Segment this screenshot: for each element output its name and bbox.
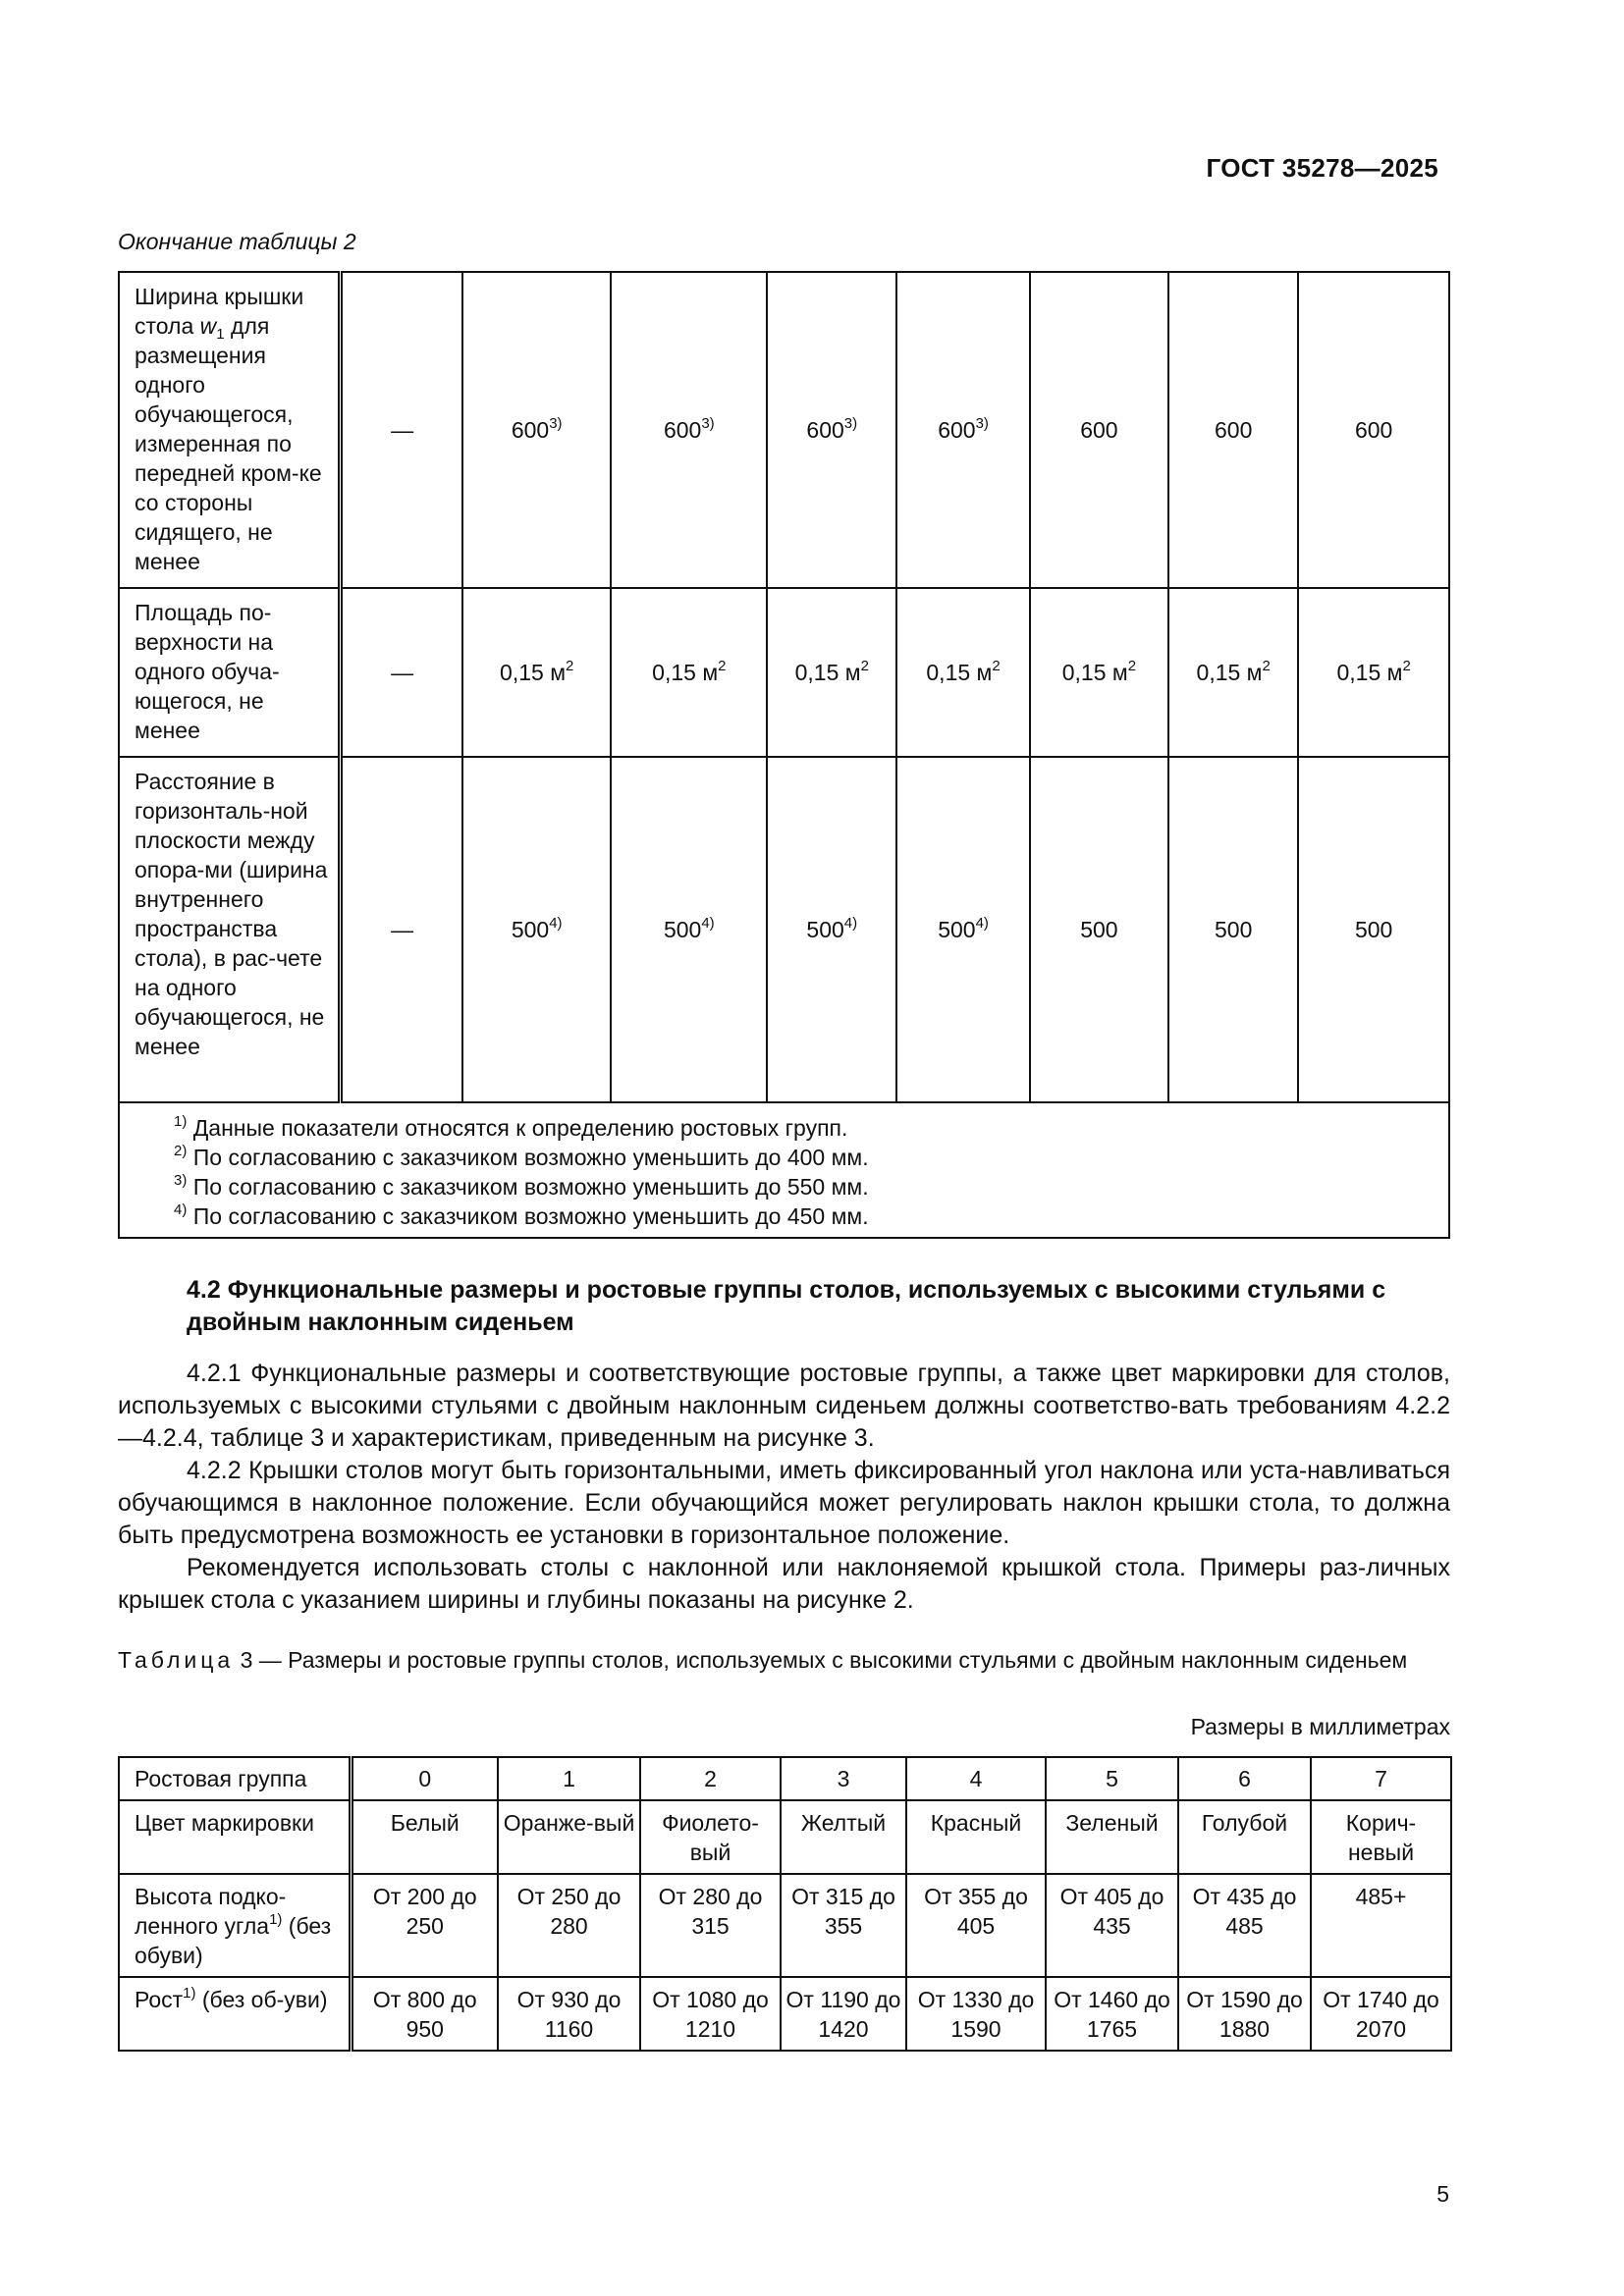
table2-cell: 500$^{4)}$ xyxy=(611,757,767,1102)
paragraph: 4.2.1 Функциональные размеры и соответствующие ростовые группы, а также цвет маркировки для столов, используемых с высокими стульями с двойным наклонным сиденьем должны соответство-вать требованиям 4.2.2—4.2.4, таблице 3 и характеристикам, приведенным на рисунке 3. xyxy=(118,1360,1450,1452)
table3-row-label: Ростовая группа xyxy=(119,1757,351,1800)
table3-units: Размеры в миллиметрах xyxy=(1190,1714,1450,1739)
table2-cell: 500 xyxy=(1298,757,1449,1102)
table3-row-label: Высота подко-ленного угла$^{1)}$ (без обуви) xyxy=(119,1874,351,1977)
table3-cell: От 800 до 950 xyxy=(351,1977,498,2051)
table3-caption: Таблица 3 — Размеры и ростовые группы столов, используемых с высокими стульями с двойным наклонным сиденьем xyxy=(118,1647,1408,1673)
table2-cell: 500$^{4)}$ xyxy=(767,757,896,1102)
table2-cell: 600$^{3)}$ xyxy=(896,272,1029,588)
table3-cell: От 200 до 250 xyxy=(351,1874,498,1977)
footnote: $^{3)}$ По согласованию с заказчиком возможно уменьшить до 550 мм. xyxy=(174,1172,869,1200)
table3-group-cell: 6 xyxy=(1178,1757,1311,1800)
table3-group-cell: 2 xyxy=(640,1757,781,1800)
table3-cell: От 1460 до 1765 xyxy=(1046,1977,1178,2051)
table3-cell: От 1190 до 1420 xyxy=(781,1977,906,2051)
table3-cell: От 1080 до 1210 xyxy=(640,1977,781,2051)
table3-group-cell: 5 xyxy=(1046,1757,1178,1800)
table3-group-cell: 3 xyxy=(781,1757,906,1800)
table3-group-cell: 0 xyxy=(351,1757,498,1800)
table2-cell: 600$^{3)}$ xyxy=(767,272,896,588)
table2-row-label: Ширина крышки стола $w_1$ для размещения одного обучающегося, измеренная по передней кром-ке со стороны сидящего, не менее xyxy=(119,272,341,588)
table2-cell: 600 xyxy=(1168,272,1298,588)
table3-group-cell: 1 xyxy=(498,1757,640,1800)
table3 xyxy=(118,1756,1452,2052)
table3-cell: Белый xyxy=(351,1800,498,1874)
table2-cell: 0,15 $м^2$ xyxy=(896,588,1029,757)
table2-cell: 0,15 $м^2$ xyxy=(1298,588,1449,757)
table2-cell: 0,15 $м^2$ xyxy=(611,588,767,757)
table2-row-distance xyxy=(119,757,1449,1102)
table3-row-label: Рост$^{1)}$ (без об-уви) xyxy=(119,1977,351,2051)
table2-footnotes xyxy=(119,1102,1449,1238)
table3-group-cell: 7 xyxy=(1311,1757,1451,1800)
table3-cell: Оранже-вый xyxy=(498,1800,640,1874)
table3-cell: От 930 до 1160 xyxy=(498,1977,640,2051)
table3-cell: Желтый xyxy=(781,1800,906,1874)
table3-cell: От 1330 до 1590 xyxy=(906,1977,1046,2051)
table3-height-row xyxy=(119,1977,1451,2051)
table2-row-width xyxy=(119,272,1449,588)
table3-color-row xyxy=(119,1800,1451,1874)
table2-cell: 0,15 $м^2$ xyxy=(462,588,612,757)
table3-cell: От 405 до 435 xyxy=(1046,1874,1178,1977)
table3-cell: Фиолето-вый xyxy=(640,1800,781,1874)
paragraph: 4.2.2 Крышки столов могут быть горизонтальными, иметь фиксированный угол наклона или уста-навливаться обучающимся в наклонное положение. Если обучающийся может регулировать наклон крышки стола, то должна быть предусмотрена возможность ее установки в горизонтальное положение. xyxy=(118,1457,1450,1549)
table2-cell: 600 xyxy=(1298,272,1449,588)
table2-cell: 500$^{4)}$ xyxy=(462,757,612,1102)
table2-cell: 0,15 $м^2$ xyxy=(767,588,896,757)
table3-cell: От 1740 до 2070 xyxy=(1311,1977,1451,2051)
table3-cell: От 1590 до 1880 xyxy=(1178,1977,1311,2051)
table3-cell: Красный xyxy=(906,1800,1046,1874)
table2-cell: 600$^{3)}$ xyxy=(611,272,767,588)
table3-group-cell: 4 xyxy=(906,1757,1046,1800)
table3-cell: От 355 до 405 xyxy=(906,1874,1046,1977)
table2-row-label: Расстояние в горизонталь-ной плоскости между опора-ми (ширина внутреннего пространства стола), в рас-чете на одного обучающегося, не менее xyxy=(119,757,341,1102)
paragraph: Рекомендуется использовать столы с наклонной или наклоняемой крышкой стола. Примеры раз-личных крышек стола с указанием ширины и глубины показаны на рисунке 2. xyxy=(118,1554,1450,1614)
table2-cell: 500 xyxy=(1168,757,1298,1102)
table2-row-label: Площадь по-верхности на одного обуча-ющегося, не менее xyxy=(119,588,341,757)
table2-cell: 500$^{4)}$ xyxy=(896,757,1029,1102)
table3-cell: Голубой xyxy=(1178,1800,1311,1874)
table2-cell: 600$^{3)}$ xyxy=(462,272,612,588)
table3-cell: От 315 до 355 xyxy=(781,1874,906,1977)
footnote: $^{4)}$ По согласованию с заказчиком возможно уменьшить до 450 мм. xyxy=(174,1201,869,1229)
table3-cell: От 435 до 485 xyxy=(1178,1874,1311,1977)
table2-cell: 0,15 $м^2$ xyxy=(1168,588,1298,757)
table2-footnotes-row xyxy=(119,1102,1449,1238)
table3-cell: Зеленый xyxy=(1046,1800,1178,1874)
footnote: $^{1)}$ Данные показатели относятся к определению ростовых групп. xyxy=(174,1113,848,1141)
table2-continuation-caption: Окончание таблицы 2 xyxy=(118,229,356,254)
table3-cell: 485+ xyxy=(1311,1874,1451,1977)
table3-row-label: Цвет маркировки xyxy=(119,1800,351,1874)
table3-cell: Корич-невый xyxy=(1311,1800,1451,1874)
table2-end xyxy=(118,271,1450,1239)
table2-cell: 500 xyxy=(1030,757,1168,1102)
table2-row-area xyxy=(119,588,1449,757)
section-heading: 4.2 Функциональные размеры и ростовые группы столов, используемых с высокими стульями с двойным наклонным сиденьем xyxy=(187,1276,1386,1336)
standard-code: ГОСТ 35278—2025 xyxy=(1206,153,1438,183)
table2-cell: — xyxy=(341,588,462,757)
table3-knee-row xyxy=(119,1874,1451,1977)
table3-cell: От 280 до 315 xyxy=(640,1874,781,1977)
table3-header-row xyxy=(119,1757,1451,1800)
table2-cell: — xyxy=(341,757,462,1102)
table2-cell: 600 xyxy=(1030,272,1168,588)
table3-cell: От 250 до 280 xyxy=(498,1874,640,1977)
footnote: $^{2)}$ По согласованию с заказчиком возможно уменьшить до 400 мм. xyxy=(174,1143,869,1170)
table2-cell: 0,15 $м^2$ xyxy=(1030,588,1168,757)
table2-cell: — xyxy=(341,272,462,588)
page-number: 5 xyxy=(1436,2181,1449,2207)
